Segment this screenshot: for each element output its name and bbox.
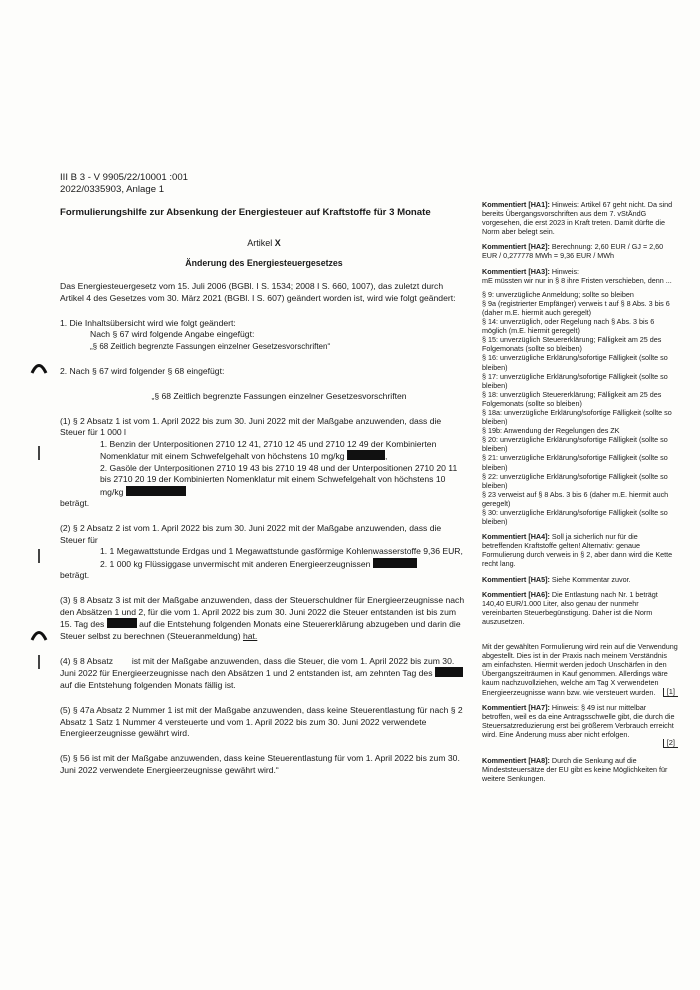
comment-label: Kommentiert [HA2]: [482, 242, 550, 252]
paragraph-2-tail: beträgt. [60, 569, 90, 580]
article-heading [60, 238, 468, 249]
item-1-line-a: Nach § 67 wird folgende Angabe eingefügt: [90, 329, 255, 340]
paragraph-4-text-a: (4) § 8 Absatz [60, 655, 114, 666]
intro-paragraph: Das Energiesteuergesetz vom 15. Juli 2006 (BGBl. I S. 1534; 2008 I S. 660, 1007), das zuletzt durch Artikel 4 des Gesetzes vom 30. März 2021 (BGBl. I S. 607) geändert worden ist, wird wie folgt geändert: [60, 281, 456, 303]
comment-text: Hinweis: [551, 266, 580, 276]
paragraph-2-item-2 [60, 558, 468, 570]
paragraph-3 [60, 595, 468, 642]
comment-text: Siehe Kommentar zuvor. [551, 574, 631, 584]
comment-text: Soll ja sicherlich nur für die betreffenden Kraftstoffe gelten! Alternativ: genaue Formulierung durch verweis in § 2, aber dann wird die Kette recht lang. [482, 532, 673, 569]
comment-text: Mit der gewählten Formulierung wird rein auf die Verwendung abgestellt. Dies ist in der Praxis nach meinem Verständnis am einfachsten. Hiermit werden jedoch Unschärfen in den Übergangszeiträumen in Kauf genommen. Allerdings wäre kaum nachzuvollziehen, welche am Tag X verwendeten Energieerzeugnisse wann bzw. wie versteuert wurden. [482, 642, 678, 697]
list-item: § 16: unverzügliche Erklärung/sofortige Fälligkeit (sollte so bleiben) [482, 353, 668, 372]
comment-reference-tag: [1] [663, 688, 678, 697]
comment-ha6 [482, 590, 678, 697]
margin-bracket-icon [30, 627, 48, 641]
paragraph-1-item-1: 1. Benzin der Unterpositionen 2710 12 41, 2710 12 45 und 2710 12 49 der Kombinierten Nomenklatur mit einem Schwefelgehalt von höchstens 10 mg/kg , [100, 438, 437, 462]
paragraph-4-text-c: auf die Entstehung folgenden Monats fällig ist. [60, 679, 236, 690]
item-2-heading: 2. Nach § 67 wird folgender § 68 eingefügt: [60, 366, 225, 377]
list-item: § 22: unverzügliche Erklärung/sofortige Fälligkeit (sollte so bleiben) [482, 471, 668, 490]
paragraph-3-text-b: auf die Entstehung folgenden Monats eine Steuererklärung abzugeben und darin die Steuer selbst zu berechnen (Steueranmeldung) [60, 619, 461, 641]
reference-line-2: 2022/0335903, Anlage 1 [60, 184, 165, 195]
comment-text: Die Entlastung nach Nr. 1 beträgt 140,40 EUR/1.000 Liter, also genau der nunmehr vereinbarten Steuerbegünstigung. Daher ist die Norm auszusetzen. [482, 589, 658, 626]
main-text [60, 172, 468, 776]
comment-ha7 [482, 703, 678, 750]
item-1-line-b: „§ 68 Zeitlich begrenzte Fassungen einzelner Gesetzesvorschriften“ [90, 341, 331, 351]
paragraph-1-lead: (1) § 2 Absatz 1 ist vom 1. April 2022 bis zum 30. Juni 2022 mit der Maßgabe anzuwenden, dass die Steuer für 1 000 l [60, 416, 442, 438]
paragraph-1 [60, 416, 468, 509]
list-item: § 19b: Anwendung der Regelungen des ZK [482, 426, 620, 436]
comment-ha2 [482, 242, 678, 260]
list-item: § 21: unverzügliche Erklärung/sofortige Fälligkeit (sollte so bleiben) [482, 453, 668, 472]
redaction-box [347, 450, 385, 460]
list-item: § 9a (registrierter Empfänger) verweis t auf § 8 Abs. 3 bis 6 (daher m.E. hiermit auch geregelt) [482, 298, 670, 317]
comment-ha3-list [482, 290, 678, 526]
paragraph-5: (5) § 47a Absatz 2 Nummer 1 ist mit der Maßgabe anzuwenden, dass keine Steuerentlastung für nach § 2 Absatz 1 Satz 1 Nummer 4 versteuerte und vom 1. April 2022 bis zum 30. Juni 2022 verwendete Energieerzeugnisse gewährt wird. [60, 705, 463, 738]
comment-text: Berechnung: 2,60 EUR / GJ = 2,60 EUR / 0,277778 MWh = 9,36 EUR / MWh [482, 242, 664, 261]
list-item: § 14: unverzüglich, oder Regelung nach § Abs. 3 bis 6 möglich (m.E. hiermit geregelt) [482, 317, 655, 336]
redaction-box [126, 486, 186, 496]
paragraph-2-item-1: 1. 1 Megawattstunde Erdgas und 1 Megawattstunde gasförmige Kohlenwasserstoffe 9,36 EUR, [100, 546, 463, 557]
article-number: X [274, 238, 281, 249]
comment-ha4 [482, 532, 678, 568]
margin-tick-icon [38, 446, 40, 460]
paragraph-1-item-2-text: 2. Gasöle der Unterpositionen 2710 19 43 bis 2710 19 48 und der Unterpositionen 2710 20 11 bis 2710 20 19 der Kombinierten Nomenklatur mit einem Schwefelgehalt von höchstens 10 mg/kg [100, 462, 458, 497]
comment-label: Kommentiert [HA6]: [482, 589, 550, 599]
comment-ha3 [482, 267, 678, 527]
list-item: § 9: unverzügliche Anmeldung; sollte so bleiben [482, 289, 634, 299]
list-item: § 23 verweist auf § 8 Abs. 3 bis 6 (daher m.E. hiermit auch geregelt) [482, 489, 669, 508]
article-label: Artikel [247, 238, 273, 249]
paragraph-3-text-a: (3) § 8 Absatz 3 ist mit der Maßgabe anzuwenden, dass der Steuerschuldner für Energieerzeugnisse nach den Absätzen 1 und 2, für die vom 1. April 2022 bis zum 30. Juni 2022 die Steuer entstanden ist bis zum 15. Tag des [60, 595, 465, 630]
paragraph-4-text-b: ist mit der Maßgabe anzuwenden, dass die Steuer, die vom 1. April 2022 bis zum 30. Juni 2022 für Energieerzeugnisse nach den Absätzen 1 und 2 entstanden ist, am zehnten Tag des [60, 655, 455, 679]
margin-bracket-icon [30, 360, 48, 374]
comment-ha5 [482, 575, 678, 584]
paragraph-1-item-1-text: 1. Benzin der Unterpositionen 2710 12 41, 2710 12 45 und 2710 12 49 der Kombinierten Nomenklatur mit einem Schwefelgehalt von höchstens 10 mg/kg [100, 438, 437, 462]
comments-column [482, 200, 678, 789]
redaction-box [107, 618, 137, 628]
item-1-heading: 1. Die Inhaltsübersicht wird wie folgt geändert: [60, 318, 236, 329]
list-item: § 18: unverzüglich Steuererklärung; Fälligkeit am 25 des Folgemonats (sollte so bleiben) [482, 389, 662, 408]
comment-label: Kommentiert [HA1]: [482, 200, 550, 209]
article-subtitle: Änderung des Energiesteuergesetzes [185, 257, 343, 268]
paragraph-3-text-c: hat. [242, 630, 258, 641]
comment-text: mE müssten wir nur in § 8 ihre Fristen verschieben, denn ... [482, 275, 672, 285]
comment-label: Kommentiert [HA3]: [482, 266, 550, 276]
comment-label: Kommentiert [HA7]: [482, 702, 550, 712]
comment-label: Kommentiert [HA8]: [482, 755, 550, 765]
comment-text: Hinweis: Artikel 67 geht nicht. Da sind bereits Übergangsvorschriften aus dem 7. vStÄndG vorgesehen, die erst 2023 in Kraft treten. Damit dürfte die Norm aber belegt sein. [482, 200, 673, 237]
list-item: § 15: unverzüglich Steuererklärung; Fälligkeit am 25 des Folgemonats (sollte so bleiben) [482, 335, 662, 354]
redaction-box [373, 558, 417, 568]
comment-reference-tag: [2] [663, 739, 678, 748]
list-item: § 17: unverzügliche Erklärung/sofortige Fälligkeit (sollte so bleiben) [482, 371, 668, 390]
paragraph-6: (5) § 56 ist mit der Maßgabe anzuwenden, dass keine Steuerentlastung für vom 1. April 2022 bis zum 30. Juni 2022 verwendete Energieerzeugnisse gewährt wird.“ [60, 753, 460, 775]
comment-ha1 [482, 200, 678, 236]
redaction-box [435, 667, 463, 677]
list-item: § 18a: unverzügliche Erklärung/sofortige Fälligkeit (sollte so bleiben) [482, 407, 672, 427]
item-2-section-title: „§ 68 Zeitlich begrenzte Fassungen einzelner Gesetzesvorschriften [151, 390, 407, 401]
paragraph-2-item-2-text: 2. 1 000 kg Flüssiggase unvermischt mit anderen Energieerzeugnissen [100, 558, 371, 569]
reference-line-1: III B 3 - V 9905/22/10001 :001 [60, 172, 189, 183]
paragraph-4 [60, 656, 468, 691]
paragraph-2 [60, 523, 468, 581]
list-item: § 30: unverzügliche Erklärung/sofortige Fälligkeit (sollte so bleiben) [482, 508, 668, 527]
comment-ha6-continued [482, 642, 678, 697]
comment-label: Kommentiert [HA4]: [482, 532, 550, 542]
comment-label: Kommentiert [HA5]: [482, 574, 550, 584]
list-item: § 20: unverzügliche Erklärung/sofortige Fälligkeit (sollte so bleiben) [482, 435, 668, 454]
comment-ha8 [482, 756, 678, 783]
margin-tick-icon [38, 655, 40, 669]
paragraph-2-lead: (2) § 2 Absatz 2 ist vom 1. April 2022 bis zum 30. Juni 2022 mit der Maßgabe anzuwenden, dass die Steuer für [60, 523, 442, 545]
margin-tick-icon [38, 549, 40, 563]
document-title: Formulierungshilfe zur Absenkung der Energiesteuer auf Kraftstoffe für 3 Monate [60, 207, 431, 218]
comment-text: Hinweis: § 49 ist nur mittelbar betroffen, weil es da eine Antragsschwelle gibt, die durch die Steuersatzreduzierung erst bei größerem Verbrauch erreicht wird. Eine Änderung muss aber nicht erfolgen. [482, 702, 675, 739]
paragraph-1-item-2 [60, 463, 468, 498]
paragraph-1-tail: beträgt. [60, 497, 90, 508]
comment-text: Durch die Senkung auf die Mindeststeuersätze der EU gibt es keine Möglichkeiten für weitere Senkungen. [482, 755, 668, 784]
